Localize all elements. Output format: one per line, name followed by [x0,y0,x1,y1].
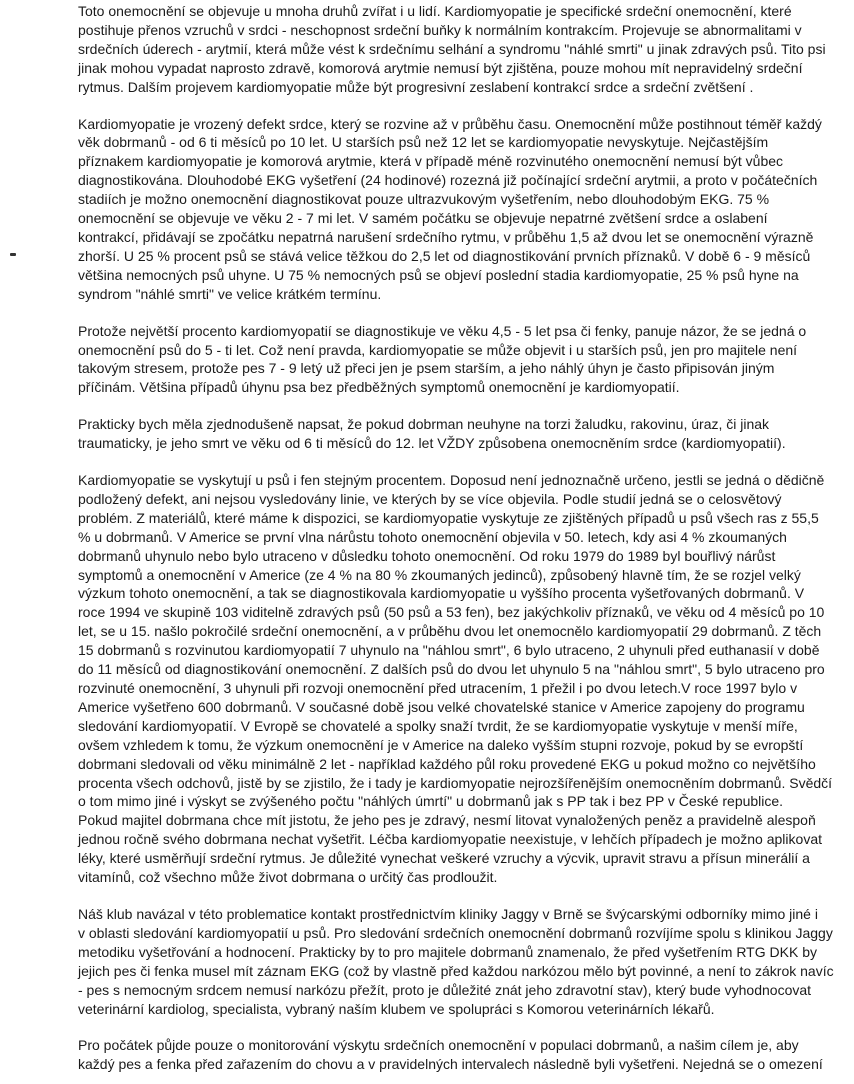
text-line: traumaticky, je jeho smrt ve věku od 6 ti měsíců do 12. let VŽDY způsobena onemocněním srdce (kardiomyopatií). [78,435,786,452]
text-line: příznakem kardiomyopatie je komorová arytmie, která v případě méně rozvinutého onemocnění nemusí být vůbec [78,153,784,170]
text-line: každý pes a fenka před zařazením do chovu a v pravidelných intervalech následně byli vyšetřeni. Nejedná se o omezení [78,1056,823,1073]
text-line: do 11 měsíců od diagnostikování onemocnění. Z dalších psů do dvou let uhynulo 5 na "náhlou smrt", 5 bylo utraceno pro [78,661,825,678]
text-line: procenta všech odchovů, jistě by se zjistilo, že i tady je kardiomyopatie nejrozšířenějším onemocněním dobrmanů. Svědčí [78,774,833,791]
text-line: jinak mohou vypadat naprosto zdravě, komorová arytmie nemusí být zjištěna, pouze mohou mít nepravidelný srdeční [78,59,803,76]
text-line: - pes s nemocným srdcem nemusí narkózu přežít, proto je důležité znát jeho zdravotní stav), který bude vyhodnocovat [78,981,812,998]
paragraph [78,115,822,304]
text-line: Toto onemocnění se objevuje u mnoha druhů zvířat i u lidí. Kardiomyopatie je specifické srdeční onemocnění, které [78,3,792,19]
text-line: postihuje přenos vzruchů v srdci - neschopnost srdeční buňky k normálním kontrakcím. Projevuje se abnormalitami v [78,21,802,38]
paragraph [78,1036,823,1074]
text-line: let, se u 15. našlo pokročilé srdeční onemocnění, a v průběhu dvou let onemocnělo kardiomyopatií 29 dobrmanů. Z těch [78,623,822,640]
text-line: výzkum tohoto onemocnění, a tak se diagnostikovala kardiomyopatie u vyššího procenta vyšetřovaných dobrmanů. V [78,585,805,602]
text-line: veterinární kardiolog, specialista, vybraný naším klubem ve spolupráci s Komorou veterinárních lékařů. [78,1000,715,1017]
text-line: příčinám. Většina případů úhynu psa bez předběžných symptomů onemocnění je kardiomyopatií. [78,379,680,396]
text-line: většina nemocných psů uhyne. U 75 % nemocných psů se objeví poslední stadia kardiomyopatie, 25 % psů hyne na [78,266,799,283]
document-body [78,2,834,1074]
text-line: kontrakcí, přidávají se zpočátku nepatrná narušení srdečního rytmu, v průběhu 1,5 až dvou let se onemocnění výrazně [78,228,814,245]
text-line: 15 dobrmanů s rozvinutou kardiomyopatií 7 uhynulo na "náhlou smrt", 6 bylo utraceno, 2 uhynuli před euthanasií v době [78,642,820,659]
text-line: % u dobrmanů. V Americe se první vlna nárůstu tohoto onemocnění objevila v 50. letech, kdy asi 4 % zkoumaných [78,528,787,545]
text-line: Protože největší procento kardiomyopatií se diagnostikuje ve věku 4,5 - 5 let psa či fenky, panuje názor, že se jedná o [78,322,807,339]
text-line: roce 1994 ve skupině 103 viditelně zdravých psů (50 psů a 53 fen), bez jakýchkoliv příznaků, ve věku od 4 měsíců po 10 [78,604,825,621]
text-line: diagnostikována. Dlouhodobé EKG vyšetření (24 hodinové) rozezná již počínající srdeční arytmii, a proto v počátečních [78,172,818,189]
text-line: rozvinuté onemocnění, 3 uhynuli při rozvoji onemocnění před utracením, 1 přežil i po dvou letech.V roce 1997 bylo v [78,680,798,696]
text-line: rytmus. Dalším projevem kardiomyopatie může být progresivní zeslabení kontrakcí srdce a srdeční zvětšení . [78,78,754,95]
text-line: vitamínů, což všechno může život dobrmana o určitý čas prodloužit. [78,869,498,886]
text-line: problém. Z materiálů, které máme k dispozici, se kardiomyopatie vyskytuje ze zjištěných případů u psů všech ras z 55,5 [78,509,819,526]
text-line: Pokud majitel dobrmana chce mít jistotu, že jeho pes je zdravý, nesmí litovat vynaložených peněz a pravidelně alespoň [78,812,816,829]
text-line: jednou ročně svého dobrmana nechat vyšetřit. Léčba kardiomyopatie neexistuje, v lehčích případech je možno aplikovat [78,831,822,848]
text-line: dobrmani sledovali od věku minimálně 2 let - například každého půl roku provedené EKG u pokud možno co největšího [78,755,816,772]
text-line: léky, které usměrňují srdeční rytmus. Je důležité vynechat veškeré vzruchy a výcvik, upravit stravu a přísun minerálií a [78,850,810,867]
paragraph [78,2,826,97]
text-line: Prakticky bych měla zjednodušeně napsat, že pokud dobrman neuhyne na torzi žaludku, rakovinu, úraz, či jinak [78,416,770,433]
text-line: věk dobrmanů - od 6 ti měsíců po 10 let. U starších psů než 12 let se kardiomyopatie nevyskytuje. Nejčastějším [78,134,769,151]
text-line: metodiku vyšetřování a hodnocení. Prakticky by to pro majitele dobrmanů znamenalo, že před vyšetřením RTG DKK by [78,943,817,960]
text-line: Náš klub navázal v této problematice kontakt prostřednictvím kliniky Jaggy v Brně se švýcarskými odborníky mimo jiné i [78,905,818,922]
text-line: o tom mimo jiné i výskyt se zvýšeného počtu "náhlých úmrtí" u dobrmanů jak s PP tak i bez PP v České republice. [78,793,784,810]
text-line: srdečních úderech - arytmií, která může vést k srdečnímu selhání a syndromu "náhlé smrti" u jinak zdravých psů. Tito psi [78,40,826,57]
text-line: stadiích je možno onemocnění diagnostikovat pouze ultrazvukovým vyšetřením, nebo dlouhodobým EKG. 75 % [78,191,770,208]
text-line: v oblasti sledování kardiomyopatií u psů. Pro sledování srdečních onemocnění dobrmanů rozvíjíme spolu s klinikou Jaggy [78,924,833,941]
paragraph [78,415,804,453]
paragraph [78,905,834,1018]
text-line: Kardiomyopatie je vrozený defekt srdce, který se rozvine až v průběhu času. Onemocnění může postihnout téměř každý [78,115,822,132]
text-line: onemocnění psů do 5 - ti let. Což není pravda, kardiomyopatie se může objevit i u starších psů, jen pro majitele není [78,341,798,358]
text-line: Kardiomyopatie se vyskytují u psů i fen stejným procentem. Doposud není jednoznačně určeno, jestli se jedná o dědičně [78,472,825,489]
text-line: sledování kardiomyopatií. V Evropě se chovatelé a spolky snaží tvrdit, že se kardiomyopatie vyskytuje v menší míře, [78,717,798,734]
text-line: symptomů a onemocnění v Americe (ze 4 % na 80 % zkoumaných jedinců), způsobený hlavně tím, že se rozjel velký [78,566,801,583]
paragraph [78,471,833,887]
text-line: dobrmanů uhynulo nebo bylo utraceno v důsledku tohoto onemocnění. Od roku 1979 do 1989 byl bouřlivý nárůst [78,547,776,564]
text-line: zhorší. U 25 % procent psů se stává velice těžkou do 2,5 let od diagnostikování prvních příznaků. V době 6 - 9 měsíců [78,247,811,264]
text-line: podložený defekt, ani nejsou vysledovány linie, ve kterých by se více objevila. Podle studií jedná se o celosvětový [78,490,782,507]
text-line: Pro počátek půjde pouze o monitorování výskytu srdečních onemocnění v populaci dobrmanů, a našim cílem je, aby [78,1037,799,1054]
text-line: jejich pes či fenka musel mít záznam EKG (což by vlastně před každou narkózou mělo být povinné, a není to zákrok navíc [78,962,834,979]
scan-mark [10,253,16,256]
text-line: takovým stresem, protože pes 7 - 9 letý už přeci jen je psem starším, a jeho náhlý úhyn je často připisován jiným [78,360,775,377]
paragraph [78,322,807,398]
text-line: onemocnění se objevuje ve věku 2 - 7 mi let. V samém počátku se objevuje nepatrné zvětšení srdce a oslabení [78,210,768,227]
text-line: syndrom "náhlé smrti" ve velice krátkém termínu. [78,285,382,302]
text-line: ovšem vzhledem k tomu, že výzkum onemocnění je v Americe na daleko vyšším stupni rozvoje, pokud by se evropští [78,736,804,753]
text-line: Americe vyšetřeno 600 dobrmanů. V současné době jsou velké chovatelské stanice v Americe zapojeny do programu [78,698,805,715]
